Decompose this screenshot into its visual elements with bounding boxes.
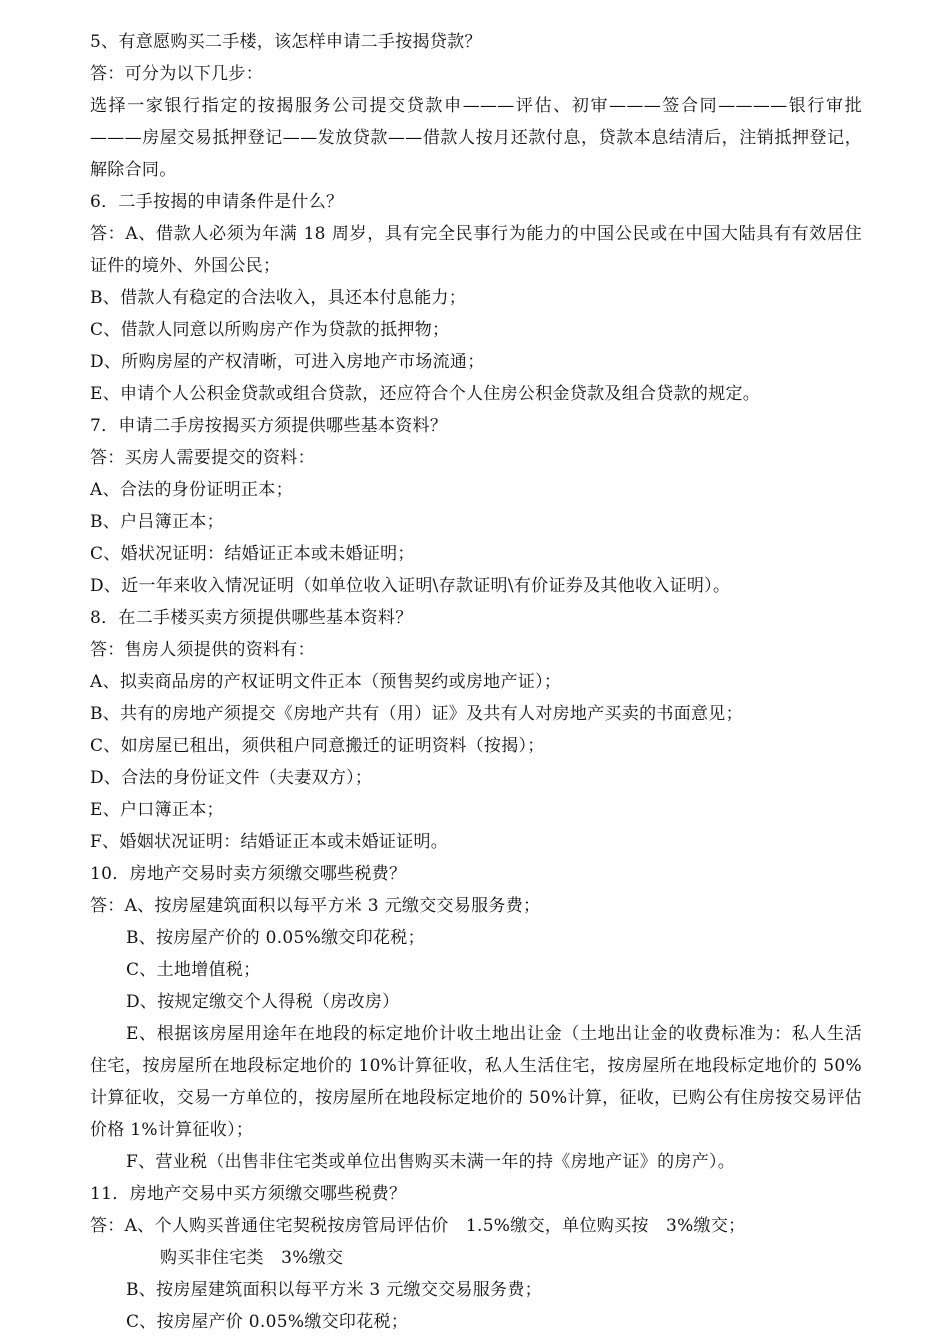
answer-6-item-d: D、所购房屋的产权清晰，可进入房地产市场流通； <box>90 352 485 372</box>
answer-7-intro: 答：买房人需要提交的资料： <box>90 448 315 468</box>
answer-10-item-b: B、按房屋产价的 0.05%缴交印花税； <box>126 928 425 948</box>
answer-10-item-c: C、土地增值税； <box>126 960 261 980</box>
answer-7-item-c: C、婚状况证明：结婚证正本或未婚证明； <box>90 544 415 564</box>
answer-11-item-a-cont: 购买非住宅类 3%缴交 <box>160 1248 344 1268</box>
answer-10-item-a: 答：A、按房屋建筑面积以每平方米 3 元缴交交易服务费； <box>90 896 541 916</box>
answer-8-item-b: B、共有的房地产须提交《房地产共有（用）证》及共有人对房地产买卖的书面意见； <box>90 704 743 724</box>
question-10: 10．房地产交易时卖方须缴交哪些税费？ <box>90 864 407 884</box>
answer-6-item-e: E、申请个人公积金贷款或组合贷款，还应符合个人住房公积金贷款及组合贷款的规定。 <box>90 384 761 404</box>
answer-6-item-a: 答：A、借款人必须为年满 18 周岁，具有完全民事行为能力的中国公民或在中国大陆具有有效居住证件的境外、外国公民； <box>90 224 862 276</box>
answer-10-item-e: E、根据该房屋用途年在地段的标定地价计收土地出让金（土地出让金的收费标准为：私人生活住宅，按房屋所在地段标定地价的 10%计算征收，私人生活住宅，按房屋所在地段标定地价的 50%计算征收，交易一方单位的，按房屋所在地段标定地价的 50%计算，征收，已购公有住房按交易评估价格 1%计算征收）； <box>90 1024 862 1140</box>
answer-5-body: 选择一家银行指定的按揭服务公司提交贷款申———评估、初审———签合同————银行审批———房屋交易抵押登记——发放贷款——借款人按月还款付息，贷款本息结清后，注销抵押登记，解除合同。 <box>90 96 862 180</box>
answer-8-item-c: C、如房屋已租出，须供租户同意搬迁的证明资料（按揭）； <box>90 736 545 756</box>
document-page <box>90 26 862 1338</box>
answer-8-item-e: E、户口簿正本； <box>90 800 224 820</box>
answer-5-intro: 答：可分为以下几步： <box>90 64 263 84</box>
answer-7-item-d: D、近一年来收入情况证明（如单位收入证明\存款证明\有价证券及其他收入证明）。 <box>90 576 731 596</box>
question-8: 8．在二手楼买卖方须提供哪些基本资料？ <box>90 608 413 628</box>
answer-7-item-a: A、合法的身份证明正本； <box>90 480 293 500</box>
question-7: 7．申请二手房按揭买方须提供哪些基本资料？ <box>90 416 448 436</box>
answer-10-item-f: F、营业税（出售非住宅类或单位出售购买未满一年的持《房地产证》的房产）。 <box>126 1152 736 1172</box>
answer-8-item-d: D、合法的身份证文件（夫妻双方）； <box>90 768 373 788</box>
answer-8-item-f: F、婚姻状况证明：结婚证正本或未婚证证明。 <box>90 832 449 852</box>
answer-8-intro: 答：售房人须提供的资料有： <box>90 640 315 660</box>
answer-8-item-a: A、拟卖商品房的产权证明文件正本（预售契约或房地产证）； <box>90 672 562 692</box>
answer-7-item-b: B、户吕簿正本； <box>90 512 224 532</box>
question-6: 6．二手按揭的申请条件是什么？ <box>90 192 344 212</box>
answer-11-item-b: B、按房屋建筑面积以每平方米 3 元缴交交易服务费； <box>126 1280 542 1300</box>
answer-10-item-d: D、按规定缴交个人得税（房改房） <box>126 992 400 1012</box>
answer-11-item-c: C、按房屋产价 0.05%缴交印花税； <box>126 1312 409 1332</box>
answer-6-item-b: B、借款人有稳定的合法收入，具还本付息能力； <box>90 288 467 308</box>
answer-11-item-a: 答：A、个人购买普通住宅契税按房管局评估价 1.5%缴交，单位购买按 3%缴交； <box>90 1216 746 1236</box>
answer-6-item-c: C、借款人同意以所购房产作为贷款的抵押物； <box>90 320 450 340</box>
question-5: 5、有意愿购买二手楼，该怎样申请二手按揭贷款？ <box>90 32 482 52</box>
question-11: 11．房地产交易中买方须缴交哪些税费？ <box>90 1184 407 1204</box>
